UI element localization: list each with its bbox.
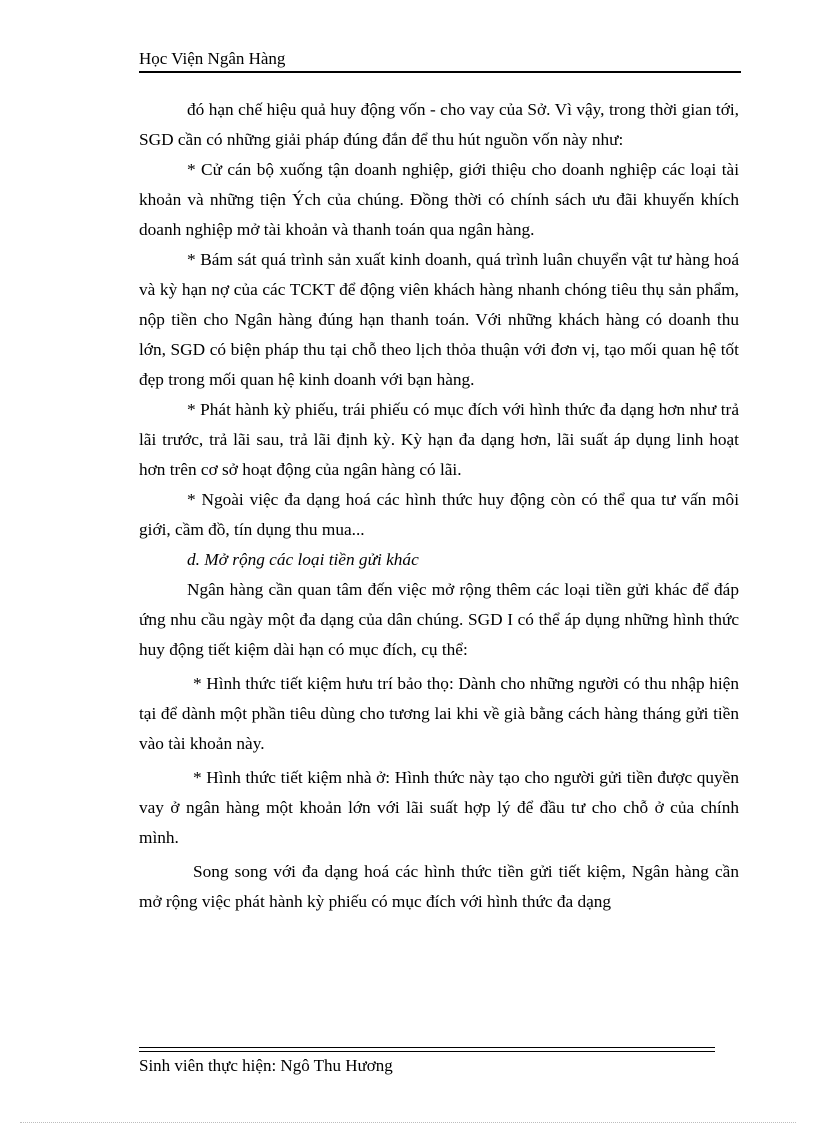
document-body <box>139 95 739 917</box>
paragraph-expand-deposits: Ngân hàng cần quan tâm đến việc mở rộng thêm các loại tiền gửi khác để đáp ứng nhu cầu ngày một đa dạng của dân chúng. SGD I có thể áp dụng những hình thức huy động tiết kiệm dài hạn có mục đích, cụ thể: <box>139 580 739 659</box>
paragraph-bullet-retirement-savings: * Hình thức tiết kiệm hưu trí bảo thọ: Dành cho những người có thu nhập hiện tại để dành một phần tiêu dùng cho tương lai khi về già bằng cách hàng tháng gửi tiền vào tài khoản này. <box>139 674 739 753</box>
paragraph-bullet-housing-savings: * Hình thức tiết kiệm nhà ở: Hình thức này tạo cho người gửi tiền được quyền vay ở ngân hàng một khoản lớn với lãi suất hợp lý để đầu tư cho chỗ ở của chính mình. <box>139 768 739 847</box>
header-title: Học Viện Ngân Hàng <box>139 49 286 68</box>
paragraph-bullet-diversify: * Ngoài việc đa dạng hoá các hình thức huy động còn có thể qua tư vấn môi giới, cầm đồ, tín dụng thu mua... <box>139 490 739 539</box>
paragraph-bullet-visit-enterprises: * Cử cán bộ xuống tận doanh nghiệp, giới thiệu cho doanh nghiệp các loại tài khoản và những tiện Ých của chúng. Đồng thời có chính sách ưu đãi khuyến khích doanh nghiệp mở tài khoản và thanh toán qua ngân hàng. <box>139 160 739 239</box>
footer-author: Sinh viên thực hiện: Ngô Thu Hương <box>139 1056 393 1075</box>
section-heading: d. Mở rộng các loại tiền gửi khác <box>187 550 419 569</box>
paragraph-bullet-issue-bonds: * Phát hành kỳ phiếu, trái phiếu có mục đích với hình thức đa dạng hơn như trả lãi trước, trả lãi sau, trả lãi định kỳ. Kỳ hạn đa dạng hơn, lãi suất áp dụng linh hoạt hơn trên cơ sở hoạt động của ngân hàng có lãi. <box>139 400 739 479</box>
footer-divider <box>139 1047 715 1052</box>
paragraph-continuation: đó hạn chế hiệu quả huy động vốn - cho vay của Sở. Vì vậy, trong thời gian tới, SGD cần có những giải pháp đúng đắn để thu hút nguồn vốn này như: <box>139 100 739 149</box>
header-divider <box>139 71 741 73</box>
paragraph-parallel-diversification: Song song với đa dạng hoá các hình thức tiền gửi tiết kiệm, Ngân hàng cần mở rộng việc phát hành kỳ phiếu có mục đích với hình thức đa dạng <box>139 862 739 911</box>
paragraph-bullet-track-production: * Bám sát quá trình sản xuất kinh doanh, quá trình luân chuyển vật tư hàng hoá và kỳ hạn nợ của các TCKT để động viên khách hàng nhanh chóng tiêu thụ sản phẩm, nộp tiền cho Ngân hàng đúng hạn thanh toán. Với những khách hàng có doanh thu lớn, SGD có biện pháp thu tại chỗ theo lịch thỏa thuận với đơn vị, tạo mối quan hệ tốt đẹp trong mối quan hệ kinh doanh với bạn hàng. <box>139 250 739 389</box>
